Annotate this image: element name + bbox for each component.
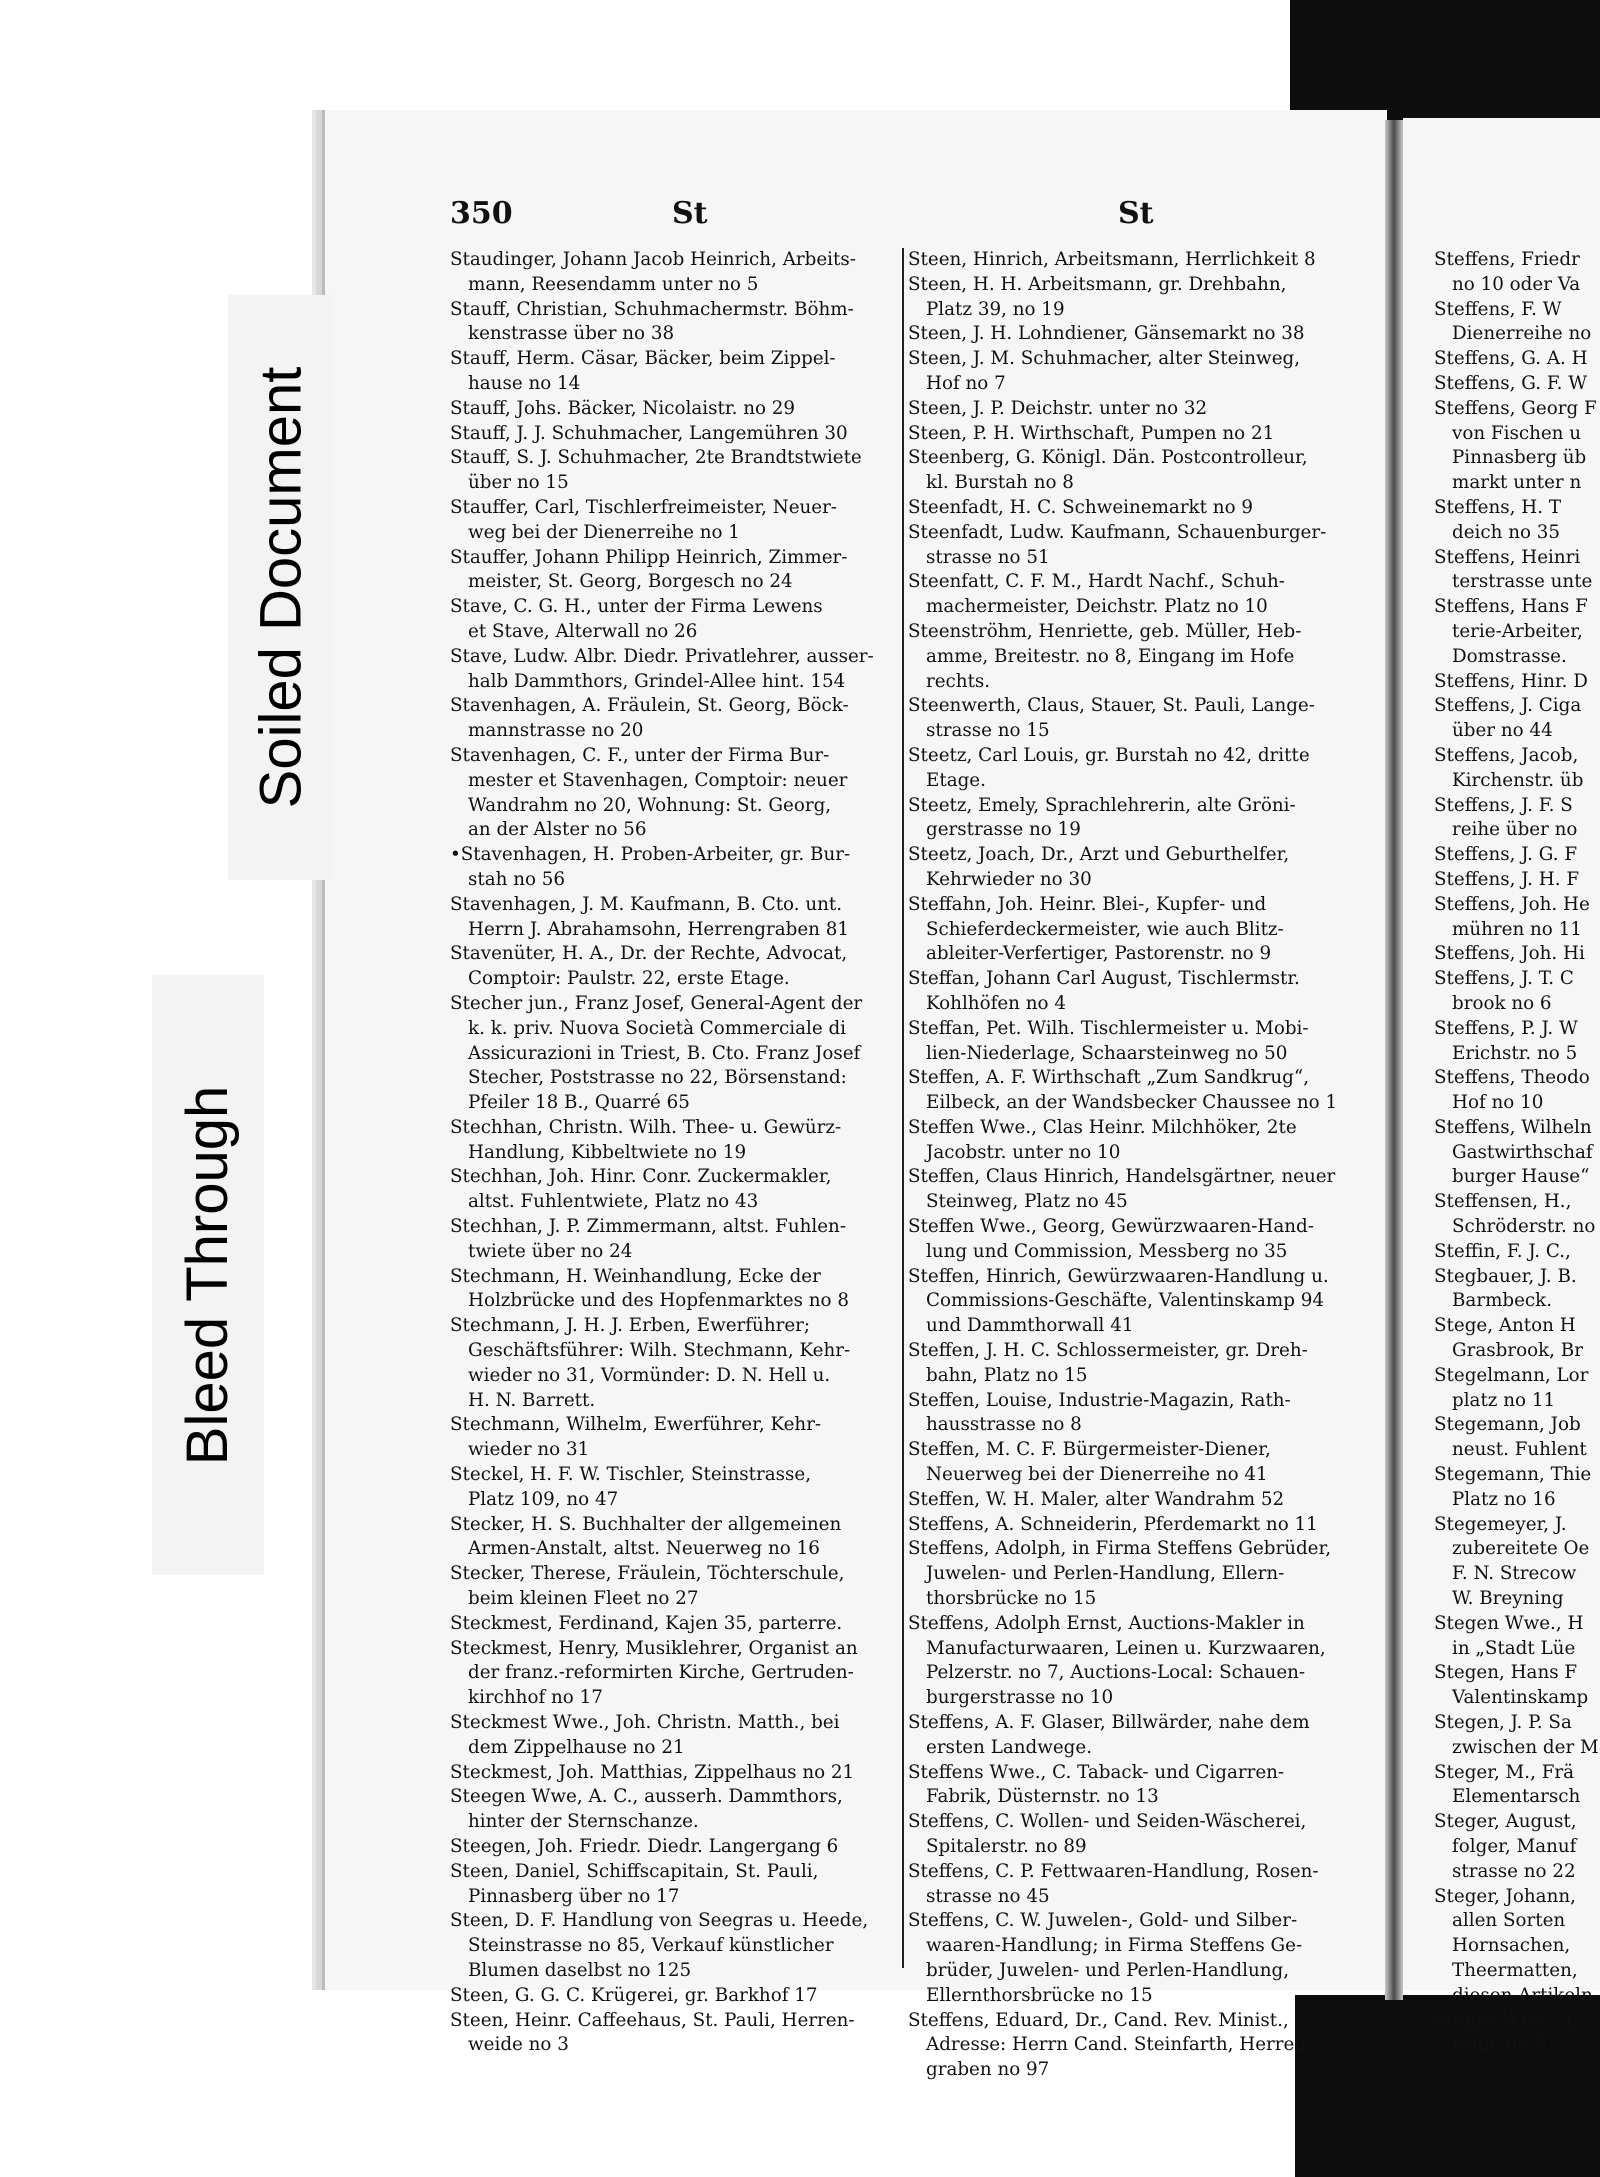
directory-line: dem Zippelhause no 21	[468, 1736, 685, 1758]
directory-line: Hof no 10	[1452, 1092, 1544, 1114]
directory-line: in „Stadt Lüe	[1452, 1637, 1576, 1659]
directory-line: Assicurazioni in Triest, B. Cto. Franz Josef	[468, 1042, 861, 1064]
directory-line: Steen, D. F. Handlung von Seegras u. Heede,	[450, 1910, 869, 1932]
directory-line: Steckmest, Ferdinand, Kajen 35, parterre.	[450, 1612, 843, 1634]
directory-line: wieder no 31, Vormünder: D. N. Hell u.	[468, 1364, 831, 1386]
directory-line: twiete über no 24	[468, 1240, 633, 1262]
directory-line: Steffens, G. F. W	[1434, 372, 1588, 394]
directory-line: Gastwirthschaf	[1452, 1141, 1593, 1163]
directory-line: bahn, Platz no 15	[926, 1364, 1088, 1386]
directory-line: Steffens, A. Schneiderin, Pferdemarkt no 11	[908, 1513, 1318, 1535]
directory-line: der franz.-reformirten Kirche, Gertruden-	[468, 1662, 854, 1684]
directory-line: Stavenhagen, A. Fräulein, St. Georg, Böck-	[450, 695, 849, 717]
directory-line: Steffens, Adolph, in Firma Steffens Gebrüder,	[908, 1538, 1332, 1560]
directory-line: Ellernthorsbrücke no 15	[926, 1984, 1153, 2006]
directory-line: Stave, C. G. H., unter der Firma Lewens	[450, 596, 823, 618]
directory-line: mannstrasse no 20	[468, 720, 644, 742]
directory-line: Steffen, W. H. Maler, alter Wandrahm 52	[908, 1488, 1285, 1510]
directory-line: no 10 oder Va	[1452, 273, 1581, 295]
directory-line: Steffahn, Joh. Heinr. Blei-, Kupfer- und	[908, 893, 1267, 915]
directory-line: Staudinger, Johann Jacob Heinrich, Arbeits-	[450, 249, 856, 270]
directory-line: Steetz, Emely, Sprachlehrerin, alte Gröni-	[908, 794, 1296, 816]
directory-line: ersten Landwege.	[926, 1736, 1093, 1758]
directory-line: Steffens, Jacob,	[1434, 744, 1579, 766]
directory-line: Dienerreihe no	[1452, 323, 1592, 345]
directory-line: markt unter n	[1452, 472, 1582, 494]
directory-line: Steffens, Joh. Hi	[1434, 943, 1585, 965]
directory-line: Grasbrook, Br	[1452, 1340, 1583, 1362]
directory-line: wieder no 31	[468, 1439, 590, 1461]
directory-line: Pinnasberg üb	[1452, 447, 1587, 469]
directory-line: neust. Fuhlent	[1452, 1439, 1587, 1461]
directory-line: Steen, J. P. Deichstr. unter no 32	[908, 397, 1208, 419]
directory-line: Pfeiler 18 B., Quarré 65	[468, 1092, 690, 1114]
directory-line: Stegbauer, J. B.	[1434, 1265, 1577, 1287]
bleed-through-tag	[152, 975, 264, 1575]
directory-line: weg bei der Dienerreihe no 1	[468, 521, 740, 543]
directory-line: diesen Artikeln	[1452, 1984, 1593, 2006]
directory-line: machermeister, Deichstr. Platz no 10	[926, 596, 1268, 618]
directory-line: reihe über no	[1452, 819, 1578, 841]
directory-line: Steffens, J. Ciga	[1434, 695, 1582, 717]
directory-line: Stechmann, H. Weinhandlung, Ecke der	[450, 1265, 821, 1287]
directory-line: Holzbrücke und des Hopfenmarktes no 8	[468, 1290, 850, 1312]
directory-line: rechts.	[926, 670, 991, 692]
directory-line: Steffan, Pet. Wilh. Tischlermeister u. Mobi-	[908, 1017, 1309, 1039]
directory-line: Steenfadt, Ludw. Kaufmann, Schauenburger-	[908, 521, 1327, 543]
page-header	[450, 196, 1370, 242]
directory-line: Steen, G. G. C. Krügerei, gr. Barkhof 17	[450, 1984, 818, 2006]
directory-line: amme, Breitestr. no 8, Eingang im Hofe	[926, 645, 1295, 667]
directory-line: Pinnasberg über no 17	[468, 1885, 680, 1907]
directory-line: Commissions-Geschäfte, Valentinskamp 94	[926, 1290, 1325, 1312]
directory-line: Steckmest Wwe., Joh. Christn. Matth., bei	[450, 1712, 840, 1734]
directory-line: Juwelen- und Perlen-Handlung, Ellern-	[926, 1563, 1285, 1585]
directory-line: weide no 3	[468, 2034, 569, 2056]
directory-line: Platz 39, no 19	[926, 298, 1065, 320]
directory-line: Stauff, S. J. Schuhmacher, 2te Brandtstwiete	[450, 447, 862, 469]
scanner-black-bar-top	[1290, 0, 1600, 120]
directory-line: Kohlhöfen no 4	[926, 992, 1066, 1014]
directory-line: Steffens, G. A. H	[1434, 348, 1588, 370]
directory-line: Stechhan, Joh. Hinr. Conr. Zuckermakler,	[450, 1166, 832, 1188]
directory-line: Steffens Wwe., C. Taback- und Cigarren-	[908, 1761, 1285, 1783]
directory-line: Stecher, Poststrasse no 22, Börsenstand:	[468, 1067, 847, 1089]
directory-line: ableiter-Verfertiger, Pastorenstr. no 9	[926, 943, 1272, 965]
directory-line: mühren no 11	[1452, 918, 1582, 940]
directory-line: Steetz, Carl Louis, gr. Burstah no 42, dritte	[908, 744, 1310, 766]
column-divider	[902, 248, 904, 1968]
directory-line: Steffan, Johann Carl August, Tischlermstr.	[908, 968, 1300, 990]
directory-line: Stegen, J. P. Sa	[1434, 1712, 1572, 1734]
directory-line: Steffens, F. W	[1434, 298, 1562, 320]
directory-line: lung und Commission, Messberg no 35	[926, 1240, 1288, 1262]
directory-line: Stegen Wwe., H	[1434, 1612, 1584, 1634]
directory-line: Steen, P. H. Wirthschaft, Pumpen no 21	[908, 422, 1275, 444]
directory-line: Stegen, Hans F	[1434, 1662, 1578, 1684]
directory-line: et Stave, Alterwall no 26	[468, 620, 698, 642]
directory-line: Steffens, H. T	[1434, 496, 1562, 518]
directory-line: Hof no 7	[926, 372, 1006, 394]
directory-line: kl. Burstah no 8	[926, 472, 1074, 494]
directory-line: Steffens, C. P. Fettwaaren-Handlung, Rosen-	[908, 1860, 1319, 1882]
directory-line: Steffens, J. T. C	[1434, 968, 1574, 990]
directory-line: hause no 14	[468, 372, 581, 394]
directory-line: Comptoir: Paulstr. 22, erste Etage.	[468, 968, 790, 990]
directory-line: Steinstrasse no 85, Verkauf künstlicher	[468, 1935, 834, 1957]
directory-line: über no 44	[1452, 720, 1553, 742]
directory-line: folger, Manuf	[1452, 1836, 1577, 1857]
soiled-document-label: Soiled Document	[248, 366, 313, 809]
directory-line: lien-Niederlage, Schaarsteinweg no 50	[926, 1042, 1288, 1064]
directory-line: Schröderstr. no	[1452, 1216, 1596, 1238]
directory-line: Steffen, Louise, Industrie-Magazin, Rath-	[908, 1389, 1291, 1411]
directory-line: Stecher jun., Franz Josef, General-Agent der	[450, 992, 863, 1014]
directory-line: allen Sorten	[1452, 1910, 1566, 1932]
directory-line: Spitalerstr. no 89	[926, 1836, 1087, 1857]
directory-line: Stegemann, Job	[1434, 1414, 1581, 1436]
directory-line: Steffens, Hans F	[1434, 596, 1588, 618]
directory-line: terstrasse unte	[1452, 571, 1593, 593]
directory-line: Jacobstr. unter no 10	[926, 1141, 1121, 1163]
directory-line: strasse no 15	[926, 720, 1050, 742]
directory-line: Steffens, J. H. F	[1434, 868, 1580, 890]
directory-line: mann, Reesendamm unter no 5	[468, 273, 759, 295]
directory-line: Adresse: Herrn Cand. Steinfarth, Herren-	[926, 2034, 1313, 2056]
directory-line: Steenfadt, H. C. Schweinemarkt no 9	[908, 496, 1254, 518]
directory-line: F. N. Strесow	[1452, 1563, 1577, 1585]
directory-line: platz no 11	[1452, 1389, 1556, 1411]
directory-line: Steffens, C. Wollen- und Seiden-Wäscherei,	[908, 1811, 1307, 1833]
directory-line: strasse no 22	[1452, 1860, 1576, 1882]
directory-line: W. Breyning	[1452, 1588, 1564, 1610]
directory-line: Erichstr. no 5	[1452, 1042, 1578, 1064]
directory-line: Geschäftsführer: Wilh. Stechmann, Kehr-	[468, 1340, 851, 1362]
directory-line: Steen, J. M. Schuhmacher, alter Steinweg,	[908, 348, 1301, 370]
directory-line: von Fischen u	[1452, 422, 1582, 444]
directory-line: über no 15	[468, 472, 569, 494]
directory-line: Wandrahm no 20, Wohnung: St. Georg,	[468, 794, 832, 816]
page-number: 350	[450, 196, 513, 231]
directory-line: Steffens, Heinri	[1434, 546, 1581, 568]
directory-line: an der Alster no 56	[468, 819, 647, 841]
directory-line: kenstrasse über no 38	[468, 323, 675, 345]
directory-line: Steffen, A. F. Wirthschaft „Zum Sandkrug“,	[908, 1067, 1310, 1089]
directory-line: halb Dammthors, Grindel-Allee hint. 154	[468, 670, 846, 692]
directory-line: Steenströhm, Henriette, geb. Müller, Heb-	[908, 620, 1302, 642]
directory-line: Herrn J. Abrahamsohn, Herrengraben 81	[468, 918, 850, 940]
directory-line: Fabrik, Düsternstr. no 13	[926, 1786, 1159, 1808]
directory-line: Stavenhagen, C. F., unter der Firma Bur-	[450, 744, 830, 766]
facing-page-column	[1434, 248, 1600, 2058]
directory-line: altst. Fuhlentwiete, Platz no 43	[468, 1191, 759, 1213]
directory-line: Barmbeck.	[1452, 1290, 1553, 1312]
directory-line: deich no 35	[1452, 521, 1561, 543]
directory-line: stah no 56	[468, 868, 566, 890]
directory-line: gerstrasse no 19	[926, 819, 1081, 841]
left-column	[450, 248, 900, 2058]
directory-line: Handlung, Kibbeltwiete no 19	[468, 1141, 747, 1163]
directory-line: Steetz, Joach, Dr., Arzt und Geburthelfer,	[908, 844, 1290, 866]
directory-line: Stechhan, J. P. Zimmermann, altst. Fuhlen-	[450, 1216, 846, 1238]
directory-line: Eilbeck, an der Wandsbecker Chaussee no 1	[926, 1092, 1338, 1114]
directory-line: Kehrwieder no 30	[926, 868, 1092, 890]
directory-line: Steffens, Adolph Ernst, Auctions-Makler in	[908, 1612, 1305, 1634]
directory-line: Stavenhagen, J. M. Kaufmann, B. Cto. unt.	[450, 893, 843, 915]
directory-line: Stauff, Herm. Cäsar, Bäcker, beim Zippel-	[450, 348, 836, 370]
directory-line: k. k. priv. Nuova Società Commerciale di	[468, 1017, 847, 1039]
directory-line: Steffens, Wilheln	[1434, 1116, 1592, 1138]
directory-line: Steckmest, Joh. Matthias, Zippelhaus no 21	[450, 1761, 855, 1783]
directory-line: Steen, Daniel, Schiffscapitain, St. Pauli,	[450, 1860, 819, 1882]
directory-line: strasse no 51	[926, 546, 1050, 568]
directory-line: Steen, H. H. Arbeitsmann, gr. Drehbahn,	[908, 273, 1287, 295]
directory-line: Steffen, J. H. C. Schlossermeister, gr. Dreh-	[908, 1340, 1308, 1362]
directory-line: Steger, M., Frä	[1434, 1761, 1575, 1783]
directory-line: Armen-Anstalt, altst. Neuerweg no 16	[468, 1538, 820, 1560]
directory-line: Elementarsch	[1452, 1786, 1581, 1808]
directory-line: Domstrasse.	[1452, 645, 1567, 667]
directory-line: Steffens, Friedr	[1434, 249, 1580, 270]
directory-line: und Dammthorwall 41	[926, 1315, 1134, 1337]
directory-line: Stave, Ludw. Albr. Diedr. Privatlehrer, ausser-	[450, 645, 874, 667]
header-right-key: St	[1118, 196, 1154, 231]
directory-line: hausstrasse no 8	[926, 1414, 1082, 1436]
directory-line: meister, St. Georg, Borgesch no 24	[468, 571, 793, 593]
soiled-document-tag	[228, 295, 333, 880]
directory-line: •Stavenhagen, H. Proben-Arbeiter, gr. Bur-	[450, 844, 851, 866]
directory-line: Stauff, J. J. Schuhmacher, Langemühren 30	[450, 422, 848, 444]
directory-line: Blumen daselbst no 125	[468, 1959, 692, 1981]
directory-line: Steffens, Eduard, Dr., Cand. Rev. Minist.,	[908, 2009, 1289, 2031]
directory-line: Steffens, Hinr. D	[1434, 670, 1588, 692]
directory-line: Stecker, H. S. Buchhalter der allgemeinen	[450, 1513, 842, 1535]
directory-line: beim kleinen Fleet no 27	[468, 1588, 699, 1610]
bleed-through-label: Bleed Through	[175, 1085, 241, 1465]
directory-line: waaren-Handlung; in Firma Steffens Ge-	[926, 1935, 1303, 1957]
directory-line: reihe no 51	[1452, 2034, 1558, 2056]
directory-line: Steffens, A. F. Glaser, Billwärder, nahe dem	[908, 1712, 1310, 1734]
directory-line: Steffens, Joh. He	[1434, 893, 1590, 915]
directory-line: Steffin, F. J. C.,	[1434, 1240, 1571, 1262]
directory-line: Steffens, J. F. S	[1434, 794, 1573, 816]
directory-line: Etage.	[926, 769, 986, 791]
directory-line: Steffensen, H.,	[1434, 1191, 1572, 1213]
directory-line: Steegen, Joh. Friedr. Diedr. Langergang 6	[450, 1836, 839, 1857]
directory-line: Steegen Wwe, A. C., ausserh. Dammthors,	[450, 1786, 843, 1808]
directory-line: Theermatten,	[1452, 1959, 1578, 1981]
directory-line: Steffen Wwe., Clas Heinr. Milchhöker, 2te	[908, 1116, 1297, 1138]
directory-line: Neuerweg bei der Dienerreihe no 41	[926, 1464, 1268, 1486]
directory-line: Steinweg, Platz no 45	[926, 1191, 1128, 1213]
directory-line: thorsbrücke no 15	[926, 1588, 1097, 1610]
directory-line: Steffens, Georg F	[1434, 397, 1597, 419]
directory-line: Steen, Heinr. Caffeehaus, St. Pauli, Herren-	[450, 2009, 855, 2031]
directory-line: Steenberg, G. Königl. Dän. Postcontrolleur,	[908, 447, 1308, 469]
directory-line: brook no 6	[1452, 992, 1552, 1014]
directory-line: Stecker, Therese, Fräulein, Töchterschule,	[450, 1563, 845, 1585]
directory-line: burgerstrasse no 10	[926, 1687, 1114, 1709]
header-left-key: St	[672, 196, 708, 231]
directory-line: H. N. Barrett.	[468, 1389, 596, 1411]
directory-line: Steger, August,	[1434, 1811, 1577, 1833]
directory-line: Kirchenstr. üb	[1452, 769, 1584, 791]
directory-line: Steffen, Claus Hinrich, Handelsgärtner, neuer	[908, 1166, 1336, 1188]
directory-line: Stege, Anton H	[1434, 1315, 1576, 1337]
directory-line: Platz 109, no 47	[468, 1488, 619, 1510]
directory-line: Steffen Wwe., Georg, Gewürzwaaren-Hand-	[908, 1216, 1314, 1238]
directory-line: Hornsachen,	[1452, 1935, 1571, 1957]
directory-line: mester et Stavenhagen, Comptoir: neuer	[468, 769, 848, 791]
book-gutter	[1385, 120, 1403, 2000]
directory-line: Stavenüter, H. A., Dr. der Rechte, Advocat,	[450, 943, 848, 965]
directory-line: Steffen, Hinrich, Gewürzwaaren-Handlung u.	[908, 1265, 1329, 1287]
directory-line: strasse no 45	[926, 1885, 1050, 1907]
directory-line: Steger Wwe., J.	[1434, 2009, 1577, 2031]
directory-line: Stauffer, Carl, Tischlerfreimeister, Neuer-	[450, 496, 838, 518]
directory-line: Steffens, J. G. F	[1434, 844, 1578, 866]
directory-line: Steckel, H. F. W. Tischler, Steinstrasse,	[450, 1464, 812, 1486]
directory-line: burger Hause“	[1452, 1166, 1590, 1188]
directory-line: Steckmest, Henry, Musiklehrer, Organist an	[450, 1637, 858, 1659]
directory-line: Manufacturwaaren, Leinen u. Kurzwaaren,	[926, 1637, 1326, 1659]
right-column	[908, 248, 1363, 2083]
directory-line: Stechhan, Christn. Wilh. Thee- u. Gewürz-	[450, 1116, 842, 1138]
directory-line: Valentinskamp	[1452, 1687, 1589, 1709]
directory-line: Stauff, Christian, Schuhmachermstr. Böhm-	[450, 298, 854, 320]
directory-line: Steffens, Theodo	[1434, 1067, 1590, 1089]
directory-line: Platz no 16	[1452, 1488, 1556, 1510]
directory-line: zubereitete Oe	[1452, 1538, 1590, 1560]
directory-line: Schieferdeckermeister, wie auch Blitz-	[926, 918, 1284, 940]
directory-line: Steffens, C. W. Juwelen-, Gold- und Silber-	[908, 1910, 1298, 1932]
directory-line: Steen, J. H. Lohndiener, Gänsemarkt no 38	[908, 323, 1305, 345]
directory-line: Steffens, P. J. W	[1434, 1017, 1578, 1039]
directory-line: kirchhof no 17	[468, 1687, 603, 1709]
directory-line: Stauff, Johs. Bäcker, Nicolaistr. no 29	[450, 397, 796, 419]
directory-line: Steenfatt, C. F. M., Hardt Nachf., Schuh-	[908, 571, 1285, 593]
directory-line: Steen, Hinrich, Arbeitsmann, Herrlichkeit 8	[908, 249, 1316, 270]
directory-line: Stegemeyer, J.	[1434, 1513, 1567, 1535]
directory-line: brüder, Juwelen- und Perlen-Handlung,	[926, 1959, 1290, 1981]
directory-line: Stauffer, Johann Philipp Heinrich, Zimmer-	[450, 546, 848, 568]
directory-line: Pelzerstr. no 7, Auctions-Local: Schauen-	[926, 1662, 1306, 1684]
directory-line: graben no 97	[926, 2059, 1050, 2081]
directory-line: terie-Arbeiter,	[1452, 620, 1583, 642]
directory-line: hinter der Sternschanze.	[468, 1811, 699, 1833]
directory-line: Steenwerth, Claus, Stauer, St. Pauli, Lange-	[908, 695, 1315, 717]
directory-line: Stegemann, Thie	[1434, 1464, 1592, 1486]
directory-line: Steger, Johann,	[1434, 1885, 1576, 1907]
directory-line: Stegelmann, Lor	[1434, 1364, 1589, 1386]
directory-line: Steffen, M. C. F. Bürgermeister-Diener,	[908, 1439, 1271, 1461]
directory-line: zwischen der M	[1452, 1736, 1599, 1758]
directory-line: Stechmann, Wilhelm, Ewerführer, Kehr-	[450, 1414, 822, 1436]
directory-line: Stechmann, J. H. J. Erben, Ewerführer;	[450, 1315, 811, 1337]
